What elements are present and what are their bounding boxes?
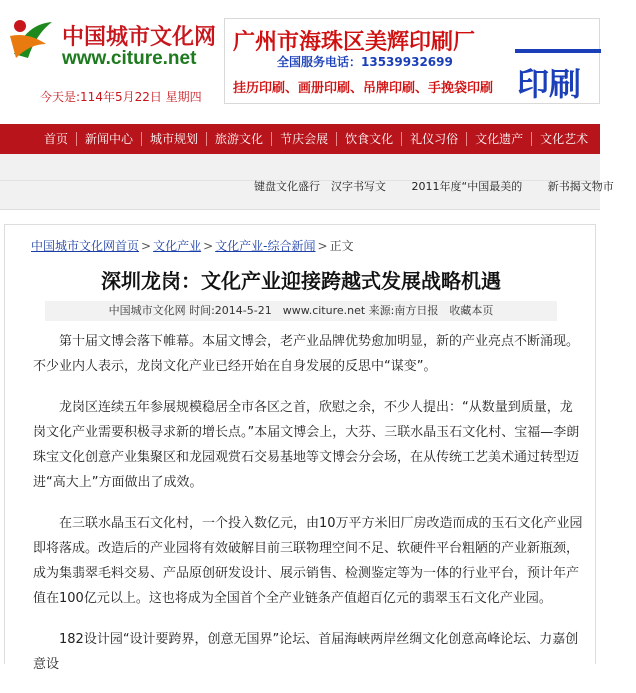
- logo-chinese-name: 中国城市文化网: [62, 25, 217, 50]
- article-body: [33, 329, 585, 693]
- logo-domain: www.citure.net: [62, 48, 197, 69]
- breadcrumb-home-link[interactable]: 中国城市文化网首页: [31, 239, 140, 253]
- ad-title: 广州市海珠区美辉印刷厂: [233, 30, 476, 55]
- ad-phone: 全国服务电话：13539932699: [277, 55, 453, 69]
- ad-accent-bar: [515, 49, 601, 53]
- breadcrumb: [31, 237, 354, 254]
- article-paragraph: 182设计园“设计要跨界，创意无国界”论坛、首届海峡两岸丝绸文化创意高峰论坛、力嘉创意设: [33, 632, 579, 672]
- breadcrumb-category-link[interactable]: 文化产业: [153, 239, 202, 253]
- ticker-item[interactable]: 键盘文化盛行 汉字书写文: [254, 180, 386, 193]
- breadcrumb-subcategory-link[interactable]: 文化产业-综合新闻: [215, 239, 316, 253]
- news-ticker: [254, 178, 636, 194]
- date-line: 今天是:114年5月22日 星期四: [40, 90, 202, 104]
- breadcrumb-separator: >: [141, 239, 152, 253]
- ad-big-text: 印刷: [517, 65, 582, 103]
- nav-item-heritage[interactable]: 文化遗产: [475, 132, 524, 146]
- article-container: [4, 224, 596, 672]
- logo-figure-icon: [6, 14, 58, 70]
- article-title: 深圳龙岗：文化产业迎接跨越式发展战略机遇: [101, 269, 501, 293]
- nav-item-news[interactable]: 新闻中心: [85, 132, 134, 146]
- article-meta: 中国城市文化网 时间:2014-5-21 www.citure.net 来源:南方日报 收藏本页: [45, 301, 557, 321]
- ad-banner[interactable]: [224, 18, 600, 104]
- main-nav: [0, 124, 600, 154]
- nav-item-food[interactable]: 饮食文化: [345, 132, 394, 146]
- breadcrumb-current: 正文: [329, 239, 354, 253]
- nav-item-festivals[interactable]: 节庆会展: [280, 132, 329, 146]
- breadcrumb-separator: >: [317, 239, 328, 253]
- ticker-item[interactable]: 新书揭文物市: [547, 180, 614, 193]
- article-paragraph: 在三联水晶玉石文化村，一个投入数亿元，由10万平方米旧厂房改造而成的玉石文化产业园即将落成。改造后的产业园将有效破解目前三联物理空间不足、软硬件平台粗陋的产业新瓶颈，成为集翡翠毛料交易、产品原创研发设计、展示销售、检测鉴定等为一体的行业平台，预计年产值在100亿元以上。这也将成为全国首个全产业链条产值超百亿元的翡翠玉石文化产业园。: [33, 516, 583, 606]
- site-logo[interactable]: [6, 14, 216, 74]
- nav-item-arts[interactable]: 文化艺术: [540, 132, 589, 146]
- ticker-item[interactable]: 2011年度“中国最美的: [411, 180, 523, 193]
- breadcrumb-separator: >: [203, 239, 214, 253]
- ad-services: 挂历印刷、画册印刷、吊牌印刷、手挽袋印刷: [233, 81, 494, 96]
- site-header: [0, 0, 600, 124]
- article-paragraph: 第十届文博会落下帷幕。本届文博会，老产业品牌优势愈加明显，新的产业亮点不断涌现。不少业内人表示，龙岗文化产业已经开始在自身发展的反思中“谋变”。: [33, 334, 580, 374]
- article-paragraph: 龙岗区连续五年参展规模稳居全市各区之首，欣慰之余，不少人提出：“从数量到质量，龙岗文化产业需要积极寻求新的增长点。”本届文博会上，大芬、三联水晶玉石文化村、宝福—李朗珠宝文化创意产业集聚区和龙园观赏石交易基地等文博会分会场，在从传统工艺美术通过转型迈进“高大上”方面做出了成效。: [33, 400, 580, 490]
- nav-item-customs[interactable]: 礼仪习俗: [410, 132, 459, 146]
- nav-item-home[interactable]: 首页: [44, 132, 69, 146]
- nav-item-tourism[interactable]: 旅游文化: [215, 132, 264, 146]
- nav-item-planning[interactable]: 城市规划: [150, 132, 199, 146]
